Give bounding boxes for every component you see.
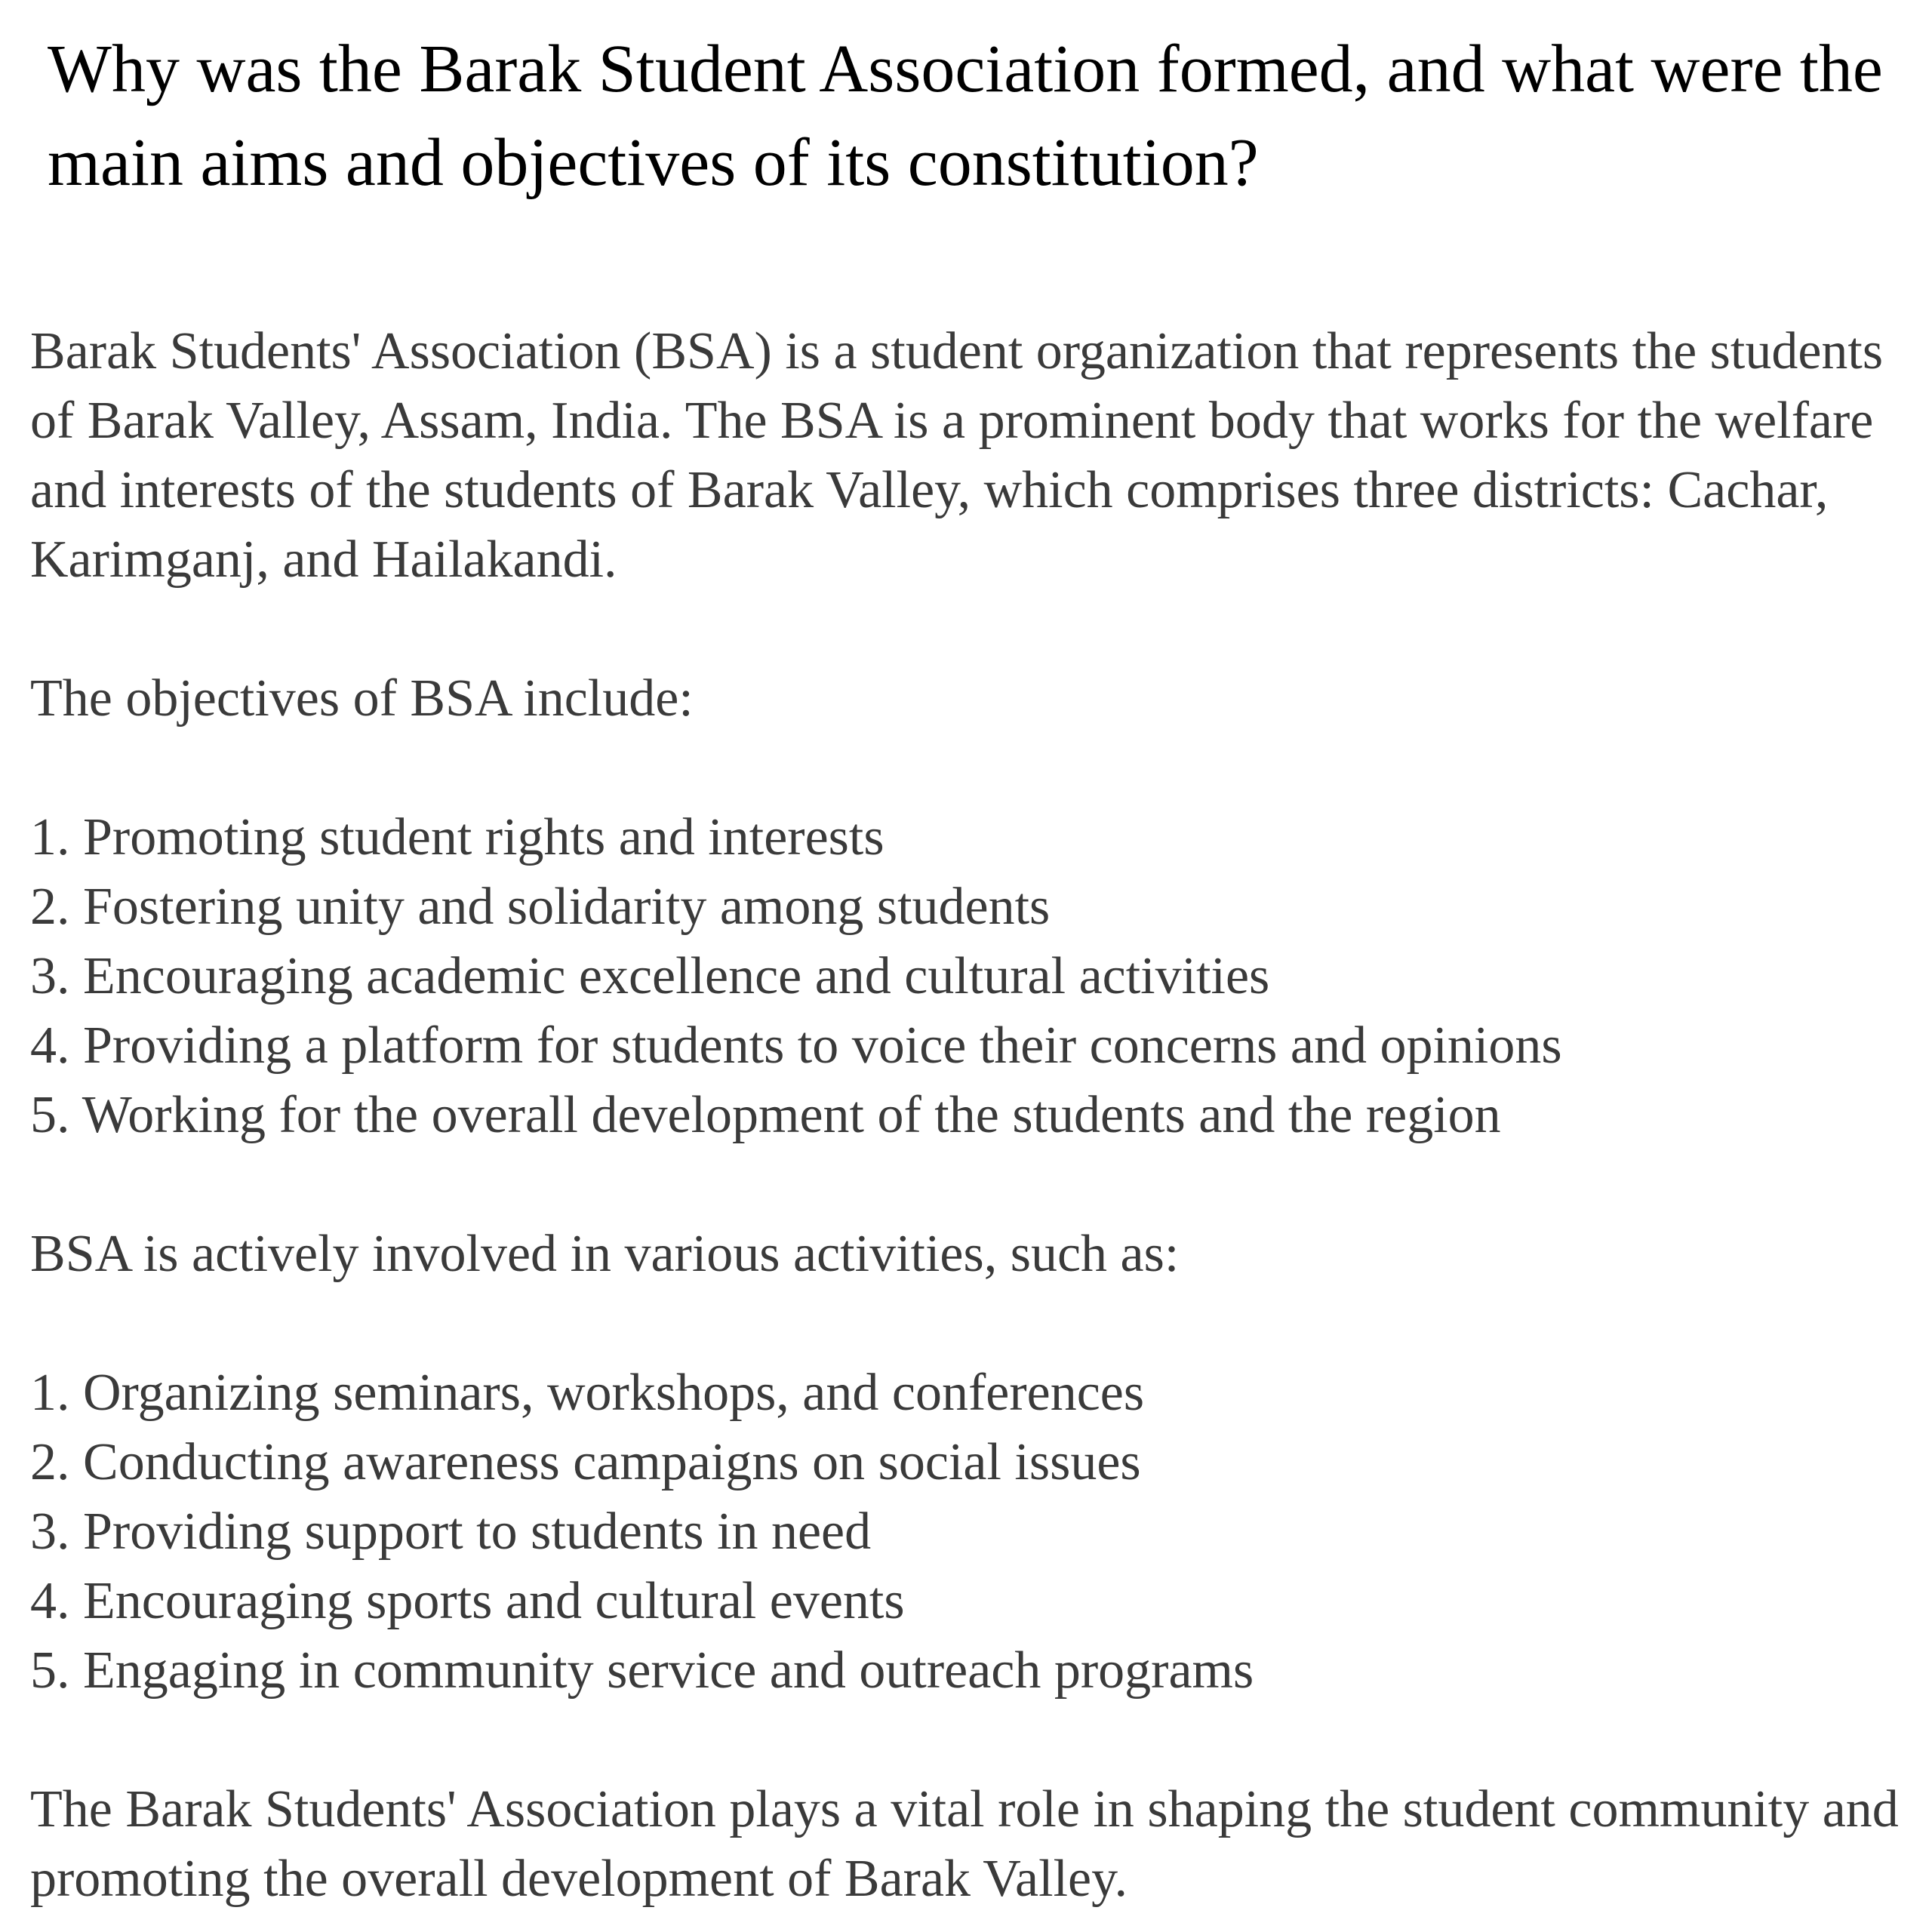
list-item: 3. Providing support to students in need <box>30 1503 872 1561</box>
conclusion-paragraph: The Barak Students' Association plays a vital role in shaping the student community and promoting the overall development of Barak Valley. <box>30 1780 1899 1908</box>
list-item: 1. Organizing seminars, workshops, and conferences <box>30 1364 1145 1422</box>
activities-list <box>30 1358 1909 1706</box>
list-item: 5. Engaging in community service and outreach programs <box>30 1641 1254 1700</box>
list-item: 4. Providing a platform for students to voice their concerns and opinions <box>30 1017 1562 1075</box>
list-item: 3. Encouraging academic excellence and cultural activities <box>30 947 1270 1005</box>
answer-body <box>30 317 1909 1914</box>
activities-heading: BSA is actively involved in various activities, such as: <box>30 1225 1180 1283</box>
list-item: 5. Working for the overall development of the students and the region <box>30 1086 1501 1144</box>
objectives-list <box>30 803 1909 1150</box>
intro-paragraph: Barak Students' Association (BSA) is a student organization that represents the students of Barak Valley, Assam, India. The BSA is a prominent body that works for the welfare and interests of the students of Barak Valley, which comprises three districts: Cachar, Karimganj, and Hailakandi. <box>30 322 1884 589</box>
list-item: 2. Conducting awareness campaigns on social issues <box>30 1433 1141 1491</box>
list-item: 2. Fostering unity and solidarity among students <box>30 878 1051 936</box>
question-heading: Why was the Barak Student Association formed, and what were the main aims and objectives of its constitution? <box>48 32 1883 200</box>
objectives-heading: The objectives of BSA include: <box>30 669 694 728</box>
list-item: 4. Encouraging sports and cultural events <box>30 1572 905 1630</box>
list-item: 1. Promoting student rights and interests <box>30 808 884 866</box>
